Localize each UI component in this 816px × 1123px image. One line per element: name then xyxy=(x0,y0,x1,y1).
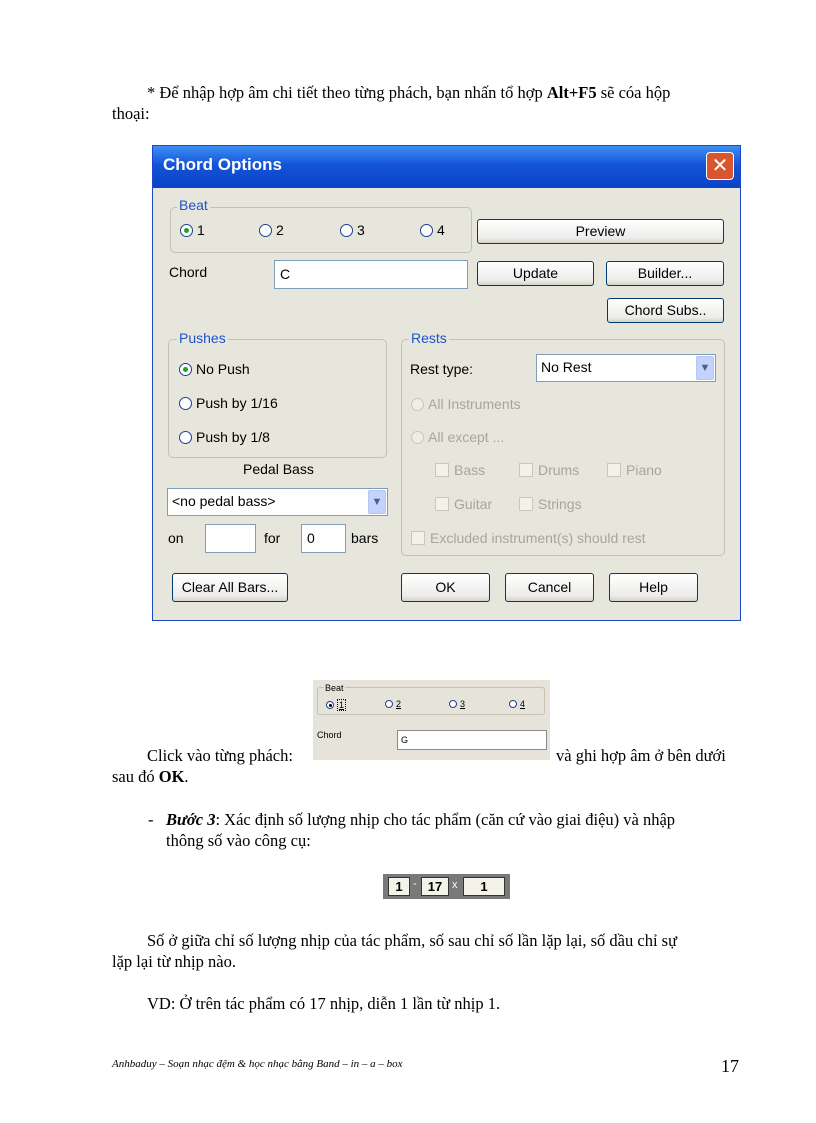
beat-label: 3 xyxy=(357,222,365,238)
radio-selected-icon xyxy=(326,701,334,709)
push-label: Push by 1/8 xyxy=(196,429,270,445)
mini-beat-value: 1 xyxy=(339,700,345,710)
bass-checkbox[interactable] xyxy=(435,462,485,478)
all-except-radio[interactable] xyxy=(411,429,504,445)
footer-text: Anhbaduy – Soạn nhạc đệm & học nhạc bằng Band – in – a – box xyxy=(112,1058,403,1070)
click-line-2-end: . xyxy=(184,767,189,786)
all-except-label: All except ... xyxy=(428,429,505,445)
beat-label: 4 xyxy=(437,222,445,238)
push-radio-16[interactable] xyxy=(179,395,278,411)
click-text-end: và ghi hợp âm ở bên dưới xyxy=(556,746,726,765)
step-3-line-2: thông số vào công cụ: xyxy=(166,831,311,850)
mini-beat-radio-1[interactable] xyxy=(326,699,346,711)
mini-beat-radio-4[interactable] xyxy=(509,699,525,709)
radio-icon xyxy=(259,224,272,237)
push-radio-none[interactable] xyxy=(179,361,250,377)
checkbox-icon xyxy=(411,531,425,545)
radio-icon xyxy=(385,700,393,708)
builder-button[interactable]: Builder... xyxy=(606,261,724,286)
bars-label: bars xyxy=(351,530,379,546)
step-3-text: : Xác định số lượng nhịp cho tác phẩm (căn cứ vào giai điệu) và nhập xyxy=(215,810,676,829)
beat-radio-2[interactable] xyxy=(259,222,284,238)
guitar-checkbox[interactable] xyxy=(435,496,492,512)
shortcut-text: Alt+F5 xyxy=(546,83,597,102)
radio-icon xyxy=(179,397,192,410)
checkbox-label: Excluded instrument(s) should rest xyxy=(430,530,646,546)
rests-group-label: Rests xyxy=(411,330,447,346)
drums-checkbox[interactable] xyxy=(519,462,579,478)
start-bar-field[interactable]: 1 xyxy=(388,877,410,896)
beat-chord-panel xyxy=(313,680,550,760)
all-instruments-label: All Instruments xyxy=(428,396,521,412)
dash-separator: - xyxy=(413,878,417,890)
mini-beat-radio-3[interactable] xyxy=(449,699,465,709)
step-3-label: Bước 3 xyxy=(166,810,216,829)
chord-input[interactable]: C xyxy=(274,260,468,289)
rest-type-value: No Rest xyxy=(541,359,592,375)
radio-icon xyxy=(449,700,457,708)
on-bar-input[interactable] xyxy=(205,524,256,553)
cancel-button[interactable]: Cancel xyxy=(505,573,594,602)
radio-icon xyxy=(411,398,424,411)
radio-icon xyxy=(340,224,353,237)
preview-button[interactable]: Preview xyxy=(477,219,724,244)
intro-text-end: sẽ cóa hộp xyxy=(596,83,671,102)
checkbox-icon xyxy=(519,497,533,511)
rest-type-label: Rest type: xyxy=(410,361,474,377)
pedal-bass-label: Pedal Bass xyxy=(243,461,314,477)
times-separator: x xyxy=(452,879,458,891)
chord-options-dialog xyxy=(152,145,741,621)
checkbox-icon xyxy=(519,463,533,477)
beat-label: 1 xyxy=(197,222,205,238)
chevron-down-icon[interactable]: ▼ xyxy=(696,356,714,380)
click-line-2 xyxy=(112,766,189,787)
pedal-bass-value: <no pedal bass> xyxy=(172,493,276,509)
radio-icon xyxy=(509,700,517,708)
beat-radio-4[interactable] xyxy=(420,222,445,238)
dialog-titlebar[interactable] xyxy=(153,146,740,188)
update-button[interactable]: Update xyxy=(477,261,594,286)
radio-icon xyxy=(179,431,192,444)
beat-label: 2 xyxy=(276,222,284,238)
page-number: 17 xyxy=(721,1056,739,1076)
chevron-down-icon[interactable]: ▼ xyxy=(368,490,386,514)
radio-selected-icon xyxy=(179,363,192,376)
repeat-count-field[interactable]: 1 xyxy=(463,877,505,896)
intro-paragraph xyxy=(147,82,747,103)
explain-line-2: lặp lại từ nhịp nào. xyxy=(112,952,236,971)
rest-type-select[interactable] xyxy=(536,354,716,382)
excluded-rest-checkbox[interactable] xyxy=(411,530,646,546)
step-3-line-1 xyxy=(166,809,746,830)
explain-line-1: Số ở giữa chỉ số lượng nhịp của tác phẩm, số sau chỉ số lần lặp lại, số dầu chỉ sự xyxy=(147,931,678,950)
push-label: Push by 1/16 xyxy=(196,395,278,411)
bars-toolbar xyxy=(383,874,510,899)
click-text: Click vào từng phách: xyxy=(147,746,293,765)
push-label: No Push xyxy=(196,361,250,377)
mini-beat-label: Beat xyxy=(325,683,344,693)
checkbox-icon xyxy=(435,463,449,477)
piano-checkbox[interactable] xyxy=(607,462,662,478)
bar-count-field[interactable]: 17 xyxy=(421,877,449,896)
mini-beat-radio-2[interactable] xyxy=(385,699,401,709)
clear-all-bars-button[interactable]: Clear All Bars... xyxy=(172,573,288,602)
pedal-bass-select[interactable] xyxy=(167,488,388,516)
checkbox-label: Strings xyxy=(538,496,582,512)
click-line-2-text: sau đó xyxy=(112,767,159,786)
beat-radio-1[interactable] xyxy=(180,222,205,238)
mini-beat-value: 4 xyxy=(520,699,526,709)
close-button[interactable]: ✕ xyxy=(706,152,734,180)
checkbox-label: Guitar xyxy=(454,496,493,512)
ok-button[interactable]: OK xyxy=(401,573,490,602)
all-instruments-radio[interactable] xyxy=(411,396,521,412)
for-label: for xyxy=(264,530,281,546)
intro-text: * Để nhập hợp âm chi tiết theo từng phách, bạn nhấn tổ hợp xyxy=(147,83,547,102)
mini-beat-value: 3 xyxy=(460,699,466,709)
strings-checkbox[interactable] xyxy=(519,496,582,512)
ok-text: OK xyxy=(158,767,185,786)
for-bars-input[interactable]: 0 xyxy=(301,524,346,553)
checkbox-icon xyxy=(435,497,449,511)
pushes-group-label: Pushes xyxy=(179,330,226,346)
push-radio-8[interactable] xyxy=(179,429,270,445)
intro-line-2: thoại: xyxy=(112,104,150,123)
chord-label: Chord xyxy=(169,264,208,280)
help-button[interactable]: Help xyxy=(609,573,698,602)
mini-beat-value: 2 xyxy=(396,699,402,709)
checkbox-icon xyxy=(607,463,621,477)
dialog-title: Chord Options xyxy=(163,155,282,174)
mini-chord-label: Chord xyxy=(317,730,342,740)
checkbox-label: Piano xyxy=(626,462,662,478)
radio-icon xyxy=(411,431,424,444)
radio-icon xyxy=(420,224,433,237)
beat-radio-3[interactable] xyxy=(340,222,365,238)
example-line: VD: Ở trên tác phẩm có 17 nhịp, diễn 1 lần từ nhịp 1. xyxy=(147,994,501,1013)
on-label: on xyxy=(168,530,184,546)
checkbox-label: Drums xyxy=(538,462,580,478)
radio-selected-icon xyxy=(180,224,193,237)
chord-subs-button[interactable]: Chord Subs.. xyxy=(607,298,724,323)
mini-chord-input[interactable]: G xyxy=(397,730,547,750)
beat-group-label: Beat xyxy=(179,197,208,213)
checkbox-label: Bass xyxy=(454,462,486,478)
step-dash: - xyxy=(148,810,154,829)
